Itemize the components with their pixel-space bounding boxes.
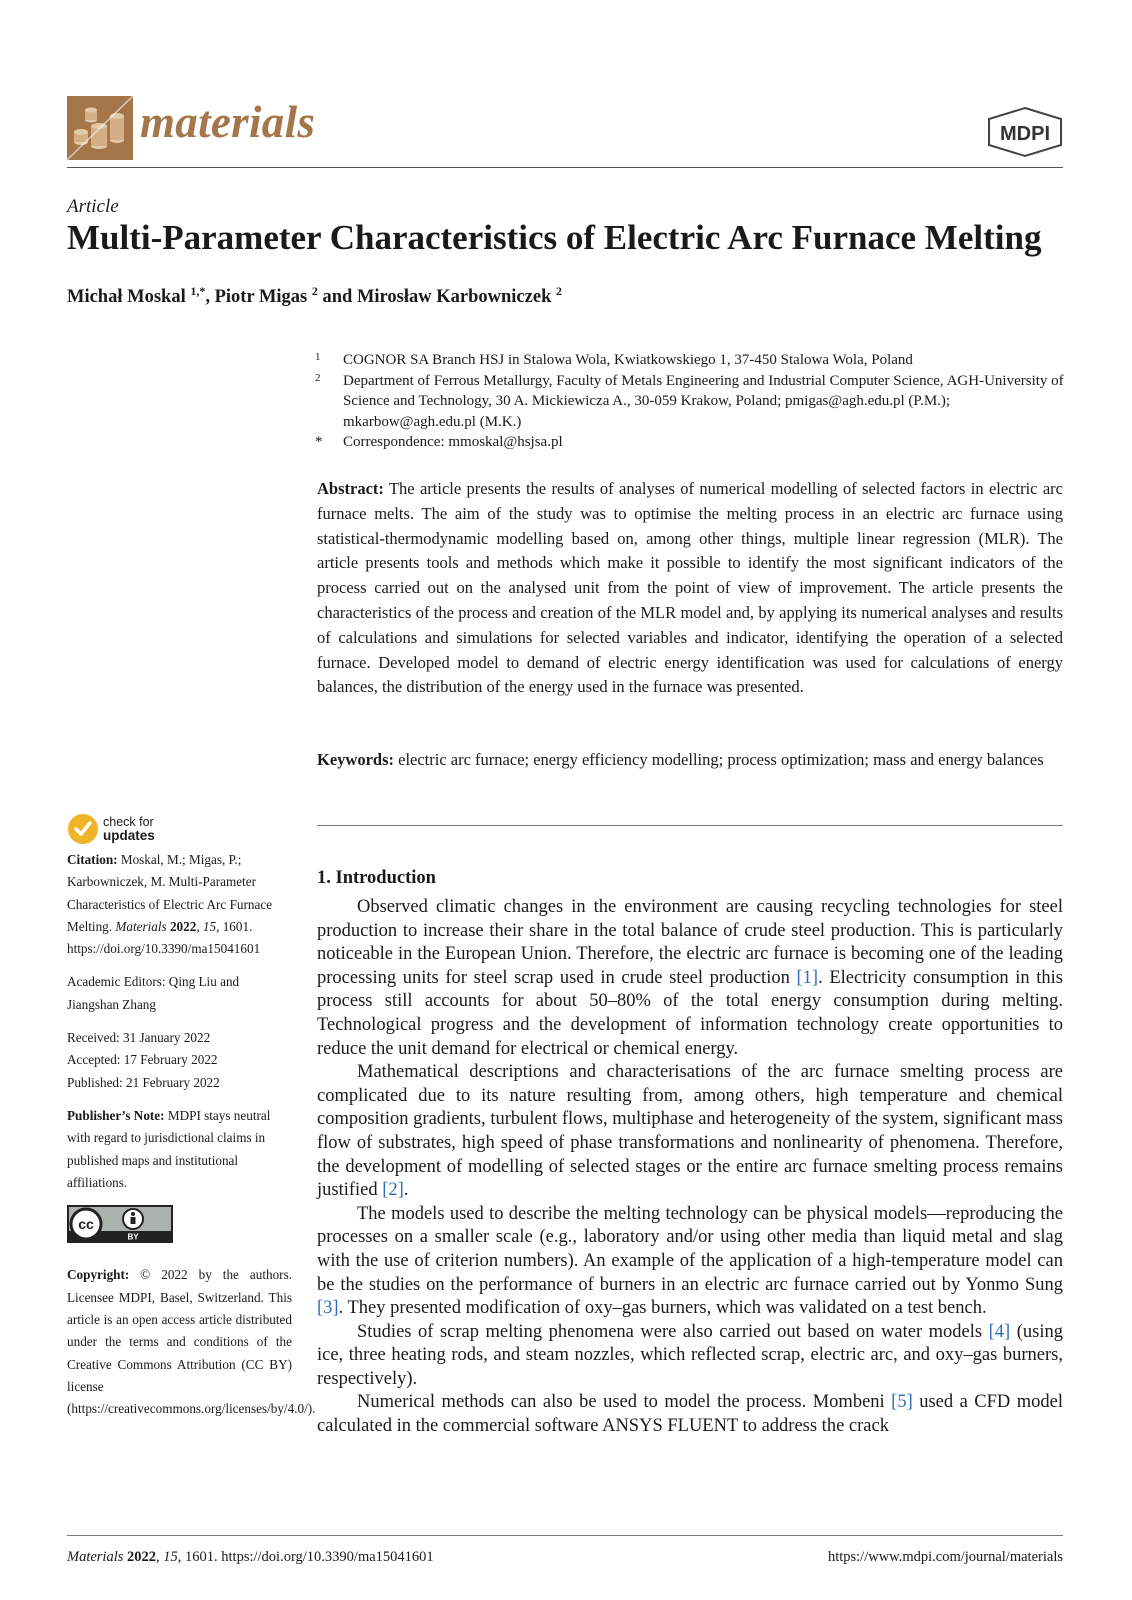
publisher-note-label: Publisher’s Note: — [67, 1107, 165, 1123]
citation-link[interactable]: [1] — [796, 967, 819, 988]
journal-name: materials — [140, 97, 316, 147]
citation-journal: Materials — [115, 918, 167, 934]
published-date: Published: 21 February 2022 — [67, 1074, 220, 1090]
abstract — [317, 477, 1063, 700]
accepted-date: Accepted: 17 February 2022 — [67, 1052, 218, 1068]
check-updates-icon — [67, 813, 99, 845]
abstract-label: Abstract: — [317, 479, 384, 498]
keywords-text: electric arc furnace; energy efficiency modelling; process optimization; mass and energy balances — [398, 750, 1044, 769]
citation-link[interactable]: [5] — [891, 1392, 913, 1413]
check-for-updates-button[interactable] — [67, 813, 292, 845]
affiliation-text: COGNOR SA Branch HSJ in Stalowa Wola, Kwiatkowskiego 1, 37-450 Stalowa Wola, Poland — [343, 352, 913, 368]
citation-doi-link[interactable]: 1601. https://doi.org/10.3390/ma15041601 — [67, 918, 261, 957]
copyright-text: © 2022 by the authors. Licensee MDPI, Basel, Switzerland. This article is an open access article distributed under the terms and conditions of the Creative Commons Attribution (CC BY) license (https://creativecommons.org/licenses/by/4.0/). — [67, 1267, 316, 1417]
academic-editors: Academic Editors: Qing Liu and Jiangshan Zhang — [67, 974, 240, 1012]
journal-logo-icon — [67, 96, 133, 165]
paragraph: Mathematical descriptions and characterisations of the arc furnace smelting process are complicated due to its nature resulting from, among others, high temperature and chemical composition gradients, turbulent flows, multiphase and heterogeneity of the system, significant mass flow of substrates, high speed of phase transformations and nonlinearity of phenomena. Therefore, the development of modelling of selected stages or the entire arc furnace smelting process remains justified [2]. — [317, 1062, 1063, 1201]
affiliation-marker: * — [315, 434, 323, 450]
paragraph: Studies of scrap melting phenomena were also carried out based on water models [4] (using ice, three heating rods, and steam nozzles, which reflected scrap, electric arc, and oxy–gas burners, respectively). — [317, 1321, 1064, 1389]
header-rule — [67, 167, 1063, 168]
mdpi-logo-text: MDPI — [1000, 123, 1050, 145]
author-affiliation-marker: 2 — [311, 284, 318, 298]
publisher-note — [67, 1105, 292, 1194]
citation-link[interactable]: [2] — [382, 1180, 404, 1201]
paragraph: Observed climatic changes in the environment are causing recycling technologies for steel production to increase their share in the total balance of crude steel production. This is particularly noticeable in the European Union. Therefore, the electric arc furnace is becoming one of the leading processing units for steel scrap used in crude steel production [1]. Electricity consumption in this process still accounts for about 50–80% of the total energy consumption during melting. Technological progress and the development of information technology create opportunities to reduce the unit demand for electrical or chemical energy. — [317, 897, 1064, 1059]
correspondence-text: Correspondence: mmoskal@hsjsa.pl — [343, 434, 563, 450]
cc-badge-label: BY — [127, 1232, 139, 1242]
article-type: Article — [67, 196, 119, 217]
author-separator: and — [317, 287, 357, 308]
section-heading: 1. Introduction — [317, 868, 436, 888]
cc-by-license-icon[interactable] — [67, 1205, 292, 1250]
keywords-label: Keywords: — [317, 750, 394, 769]
citation-link[interactable]: [4] — [988, 1321, 1011, 1342]
keywords — [317, 748, 1063, 773]
footer-doi: , 1601. https://doi.org/10.3390/ma15041601 — [177, 1549, 434, 1565]
citation: Citation: Moskal, M.; Migas, P.; Karbowniczek, M. Multi-Parameter Characteristics of Electric Arc Furnace Melting. Materials 2022, 15, 1601. https://doi.org/10.3390/ma15041601 — [67, 852, 273, 957]
affiliation-item — [315, 350, 1065, 371]
footer-volume: 15 — [163, 1549, 178, 1565]
citation-volume: 15 — [202, 918, 217, 934]
affiliation-text: Department of Ferrous Metallurgy, Faculty of Metals Engineering and Industrial Computer Science, AGH-University of Science and Technology, 30 A. Mickiewicza A., 30-059 Krakow, Poland; pmigas@agh.edu.pl (P.M.); mkarbow@agh.edu.pl (M.K.) — [343, 372, 1064, 430]
article-title: Multi-Parameter Characteristics of Electric Arc Furnace Melting — [67, 218, 1042, 257]
footer-journal-url[interactable]: https://www.mdpi.com/journal/materials — [827, 1549, 1063, 1565]
citation-label: Citation: — [67, 852, 118, 867]
section-divider — [317, 825, 1063, 826]
copyright-label: Copyright: — [67, 1267, 130, 1283]
citation-year: 2022 — [169, 918, 197, 934]
author-list — [67, 284, 562, 308]
author-name: Michał Moskal — [67, 287, 186, 308]
affiliation-item — [315, 432, 1065, 453]
author-affiliation-marker: 2 — [555, 284, 562, 298]
footer-citation: Materials 2022, 15, 1601. https://doi.org/10.3390/ma15041601 — [67, 1549, 434, 1565]
publisher-note-text: MDPI stays neutral with regard to jurisdictional claims in published maps and institutional affiliations. — [67, 1107, 271, 1190]
citation-text: Moskal, M.; Migas, P.; Karbowniczek, M. Multi-Parameter Characteristics of Electric Arc Furnace Melting. — [67, 852, 273, 934]
footer-journal: Materials — [67, 1549, 124, 1565]
svg-text:cc: cc — [78, 1216, 94, 1233]
article-info-sidebar — [67, 813, 316, 1432]
copyright — [67, 1264, 316, 1420]
check-updates-line2: updates — [103, 827, 155, 843]
check-updates-line1: check for — [103, 814, 154, 829]
author-separator: , — [205, 287, 215, 308]
author-name: Mirosław Karbowniczek — [356, 287, 552, 308]
abstract-text: The article presents the results of analyses of numerical modelling of selected factors in electric arc furnace melts. The aim of the study was to optimise the melting process in an electric arc furnace using statistical-thermodynamic modelling based on, among other things, multiple linear regression (MLR). The article presents tools and methods which make it possible to identify the most significant indicators of the process carried out on the analysed unit from the point of view of improvement. The article presents the characteristics of the process and creation of the MLR model and, by applying its numerical analyses and results of calculations and simulations for selected variables and indicator, identifying the operation of a selected furnace. Developed model to demand of electric energy identification was used for calculations of energy balances, the distribution of the energy used in the furnace was presented. — [317, 479, 1063, 697]
footer-rule — [67, 1535, 1063, 1536]
affiliation-marker: 1 — [315, 351, 321, 363]
paragraph: Numerical methods can also be used to model the process. Mombeni [5] used a CFD model calculated in the commercial software ANSYS FLUENT to address the crack — [317, 1392, 1063, 1437]
affiliation-item — [315, 371, 1065, 433]
footer-year: 2022 — [127, 1549, 157, 1565]
affiliations — [315, 350, 1065, 453]
affiliation-marker: 2 — [315, 371, 321, 384]
received-date: Received: 31 January 2022 — [67, 1030, 211, 1046]
introduction-body — [317, 896, 1063, 1439]
author-name: Piotr Migas — [214, 287, 308, 308]
paragraph: The models used to describe the melting technology can be physical models—reproducing the processes on a smaller scale (e.g., laboratory and/or using other media than liquid metal and slag with the use of criterion numbers). An example of the application of a high-temperature model can be the studies on the performance of burners in an electric arc furnace carried out by Yonmo Sung [3]. They presented modification of oxy–gas burners, which was validated on a test bench. — [317, 1203, 1063, 1319]
citation-link[interactable]: [3] — [317, 1298, 339, 1319]
author-affiliation-marker: 1,* — [190, 284, 206, 298]
mdpi-logo-icon — [985, 106, 1065, 163]
